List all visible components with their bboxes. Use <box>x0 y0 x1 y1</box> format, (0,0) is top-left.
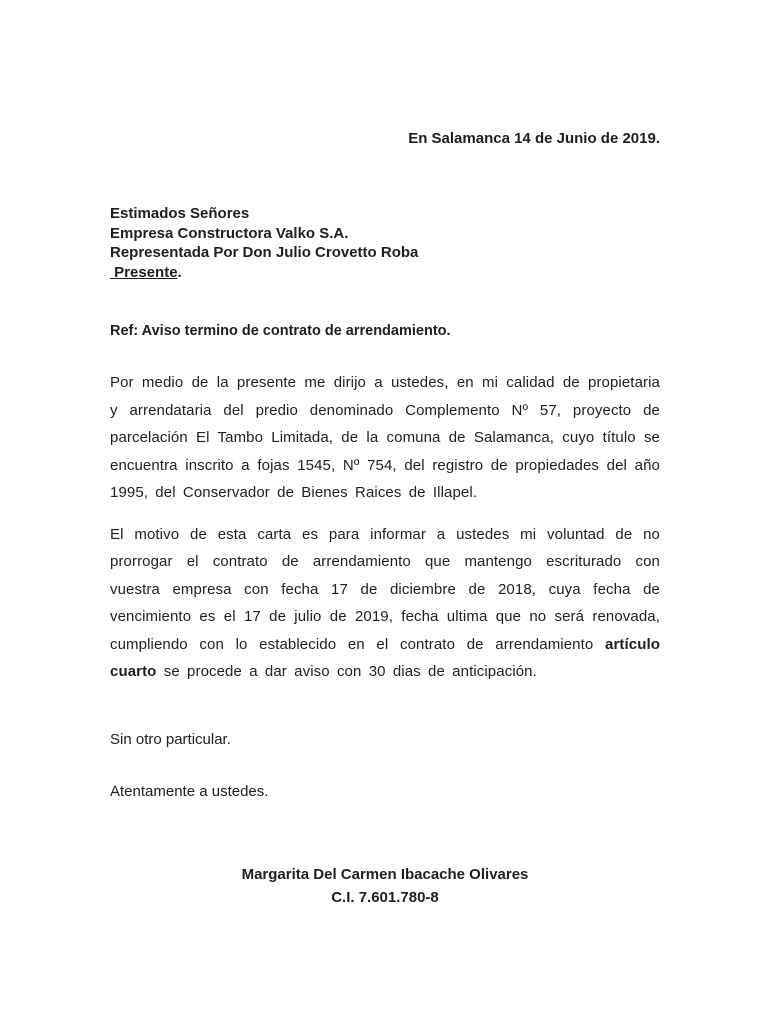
presente-period: . <box>177 263 182 281</box>
paragraph-2-text-end: se procede a dar aviso con 30 dias de anticipación. <box>156 663 537 680</box>
closing-line-2: Atentamente a ustedes. <box>110 782 269 800</box>
signature-block <box>110 863 660 909</box>
recipient-block <box>110 204 660 282</box>
paragraph-2-text-start: El motivo de esta carta es para informar a ustedes mi voluntad de no prorrogar el contrato de arrendamiento que mantengo escriturado con vuestra empresa con fecha 17 de diciembre de 2018, cuya fecha de vencimiento es el 17 de julio de 2019, fecha ultima que no será renovada, cumpliendo con lo establecido en el contrato de arrendamiento <box>110 525 660 653</box>
body-paragraph-1: Por medio de la presente me dirijo a ustedes, en mi calidad de propietaria y arrendataria del predio denominado Complemento Nº 57, proyecto de parcelación El Tambo Limitada, de la comuna de Salamanca, cuyo título se encuentra inscrito a fojas 1545, Nº 754, del registro de propiedades del año 1995, del Conservador de Bienes Raices de Illapel. <box>110 374 660 501</box>
body-paragraph-2 <box>110 521 660 686</box>
letter-date-line: En Salamanca 14 de Junio de 2019. <box>408 130 660 147</box>
presente-underlined-text: Presente <box>110 263 178 281</box>
recipient-representative: Representada Por Don Julio Crovetto Roba <box>110 244 419 261</box>
signature-id: C.I. 7.601.780-8 <box>331 888 439 906</box>
recipient-company: Empresa Constructora Valko S.A. <box>110 224 349 242</box>
paragraph-2-bold-clause: artículo cuarto <box>110 635 660 680</box>
reference-line: Ref: Aviso termino de contrato de arrendamiento. <box>110 323 451 339</box>
recipient-presente-line <box>110 263 660 283</box>
closing-line-1: Sin otro particular. <box>110 730 231 748</box>
letter-content <box>0 128 768 909</box>
signature-name: Margarita Del Carmen Ibacache Olivares <box>241 865 529 883</box>
recipient-salutation: Estimados Señores <box>110 205 250 222</box>
